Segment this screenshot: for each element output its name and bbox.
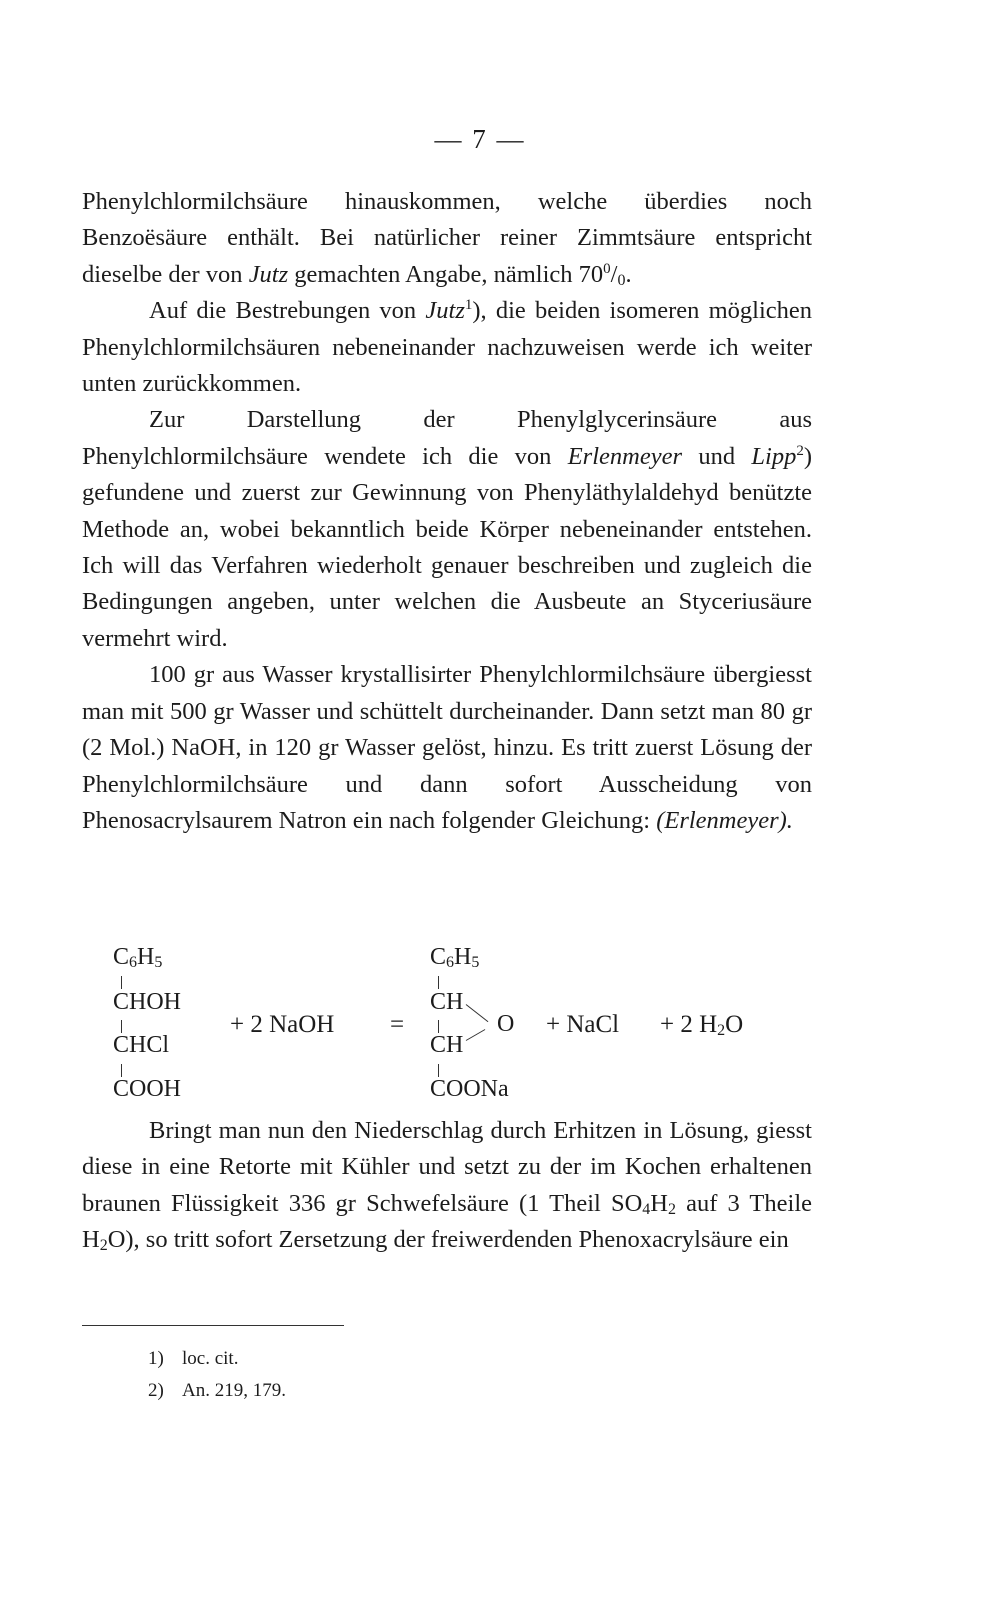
footnote-2-text: An. 219, 179. bbox=[182, 1380, 286, 1401]
footnote-rule bbox=[82, 1325, 344, 1326]
left-bond-1 bbox=[121, 976, 122, 989]
paragraph-3-run: 2 bbox=[796, 442, 804, 459]
right-bond-1 bbox=[438, 976, 439, 989]
paragraph-4-run: 100 gr aus Wasser krystallisirter Phenylchlormilchsäure übergiesst man mit 500 gr Wasser und schüttelt durcheinander. Dann setzt man 80 gr (2 Mol.) NaOH, in 120 gr Wasser gelöst, hinzu. Es tritt zuerst Lösung der Phenylchlormilchsäure und dann sofort Ausscheidung von Phenosacrylsaurem Natron ein nach folgender Gleichung: bbox=[82, 661, 812, 834]
paragraph-3-run: Zur Darstellung der Phenylglycerinsäure aus Phenylchlormilchsäure wendete ich die von bbox=[82, 406, 812, 470]
paragraph-2 bbox=[82, 293, 812, 402]
paragraph-2-run: Jutz bbox=[425, 297, 465, 325]
main-text-continued bbox=[82, 1113, 812, 1259]
paragraph-3-run: und bbox=[682, 442, 752, 470]
left-choh: CHOH bbox=[113, 989, 182, 1015]
footnote-1-number: 1) bbox=[148, 1348, 164, 1369]
plus-nacl: + NaCl bbox=[546, 1011, 620, 1038]
paragraph-1-run: / bbox=[610, 260, 618, 288]
paragraph-5-run: O), so tritt sofort Zersetzung der freiwerdenden Phenoxacrylsäure ein bbox=[107, 1226, 789, 1254]
paragraph-5-run: auf 3 Theile H bbox=[82, 1189, 813, 1254]
left-c6h5: $C_6H_5$ bbox=[113, 944, 163, 971]
left-chcl: CHCl bbox=[113, 1032, 170, 1058]
paragraph-2-run: Auf die Bestrebungen von bbox=[149, 297, 426, 325]
paragraph-5-run: H bbox=[650, 1189, 668, 1217]
paragraph-1-run: gemachten Angabe, nämlich 70 bbox=[288, 260, 604, 288]
paragraph-5-run: Bringt man nun den Niederschlag durch Erhitzen in Lösung, giesst diese in eine Retorte mit Kühler und setzt zu der im Kochen erhaltenen braunen Flüssigkeit 336 gr Schwefelsäure (1 Theil SO bbox=[82, 1117, 812, 1217]
epoxide-bond-upper bbox=[466, 1004, 489, 1022]
paragraph-3-run: Lipp bbox=[751, 442, 797, 470]
epoxide-oxygen: O bbox=[497, 1011, 515, 1037]
paragraph-4 bbox=[82, 657, 812, 839]
paragraph-3-run: Erlenmeyer bbox=[567, 442, 683, 470]
footnote-1 bbox=[148, 1348, 238, 1370]
main-text bbox=[82, 184, 812, 839]
right-ch-1: CH bbox=[430, 989, 464, 1015]
paragraph-1-run: 0 bbox=[603, 260, 611, 277]
paragraph-1 bbox=[82, 184, 812, 293]
paragraph-2-run: ), die beiden isomeren möglichen Phenylchlormilchsäuren nebeneinander nachzuweisen werde ich weiter unten zurückkommen. bbox=[82, 297, 812, 398]
footnote-2 bbox=[148, 1380, 286, 1402]
right-c6h5: $C_6H_5$ bbox=[430, 944, 480, 971]
page-number: — 7 — bbox=[434, 124, 526, 154]
paragraph-3-run: ) gefundene und zuerst zur Gewinnung von Phenyläthylaldehyd benützte Methode an, wobei bekanntlich beide Körper nebeneinander entstehen. Ich will das Verfahren wiederholt genauer beschreiben und zugleich die Bedingungen angeben, unter welchen die Ausbeute an Styceriusäure vermehrt wird. bbox=[82, 442, 813, 652]
paragraph-2-run: 1 bbox=[464, 297, 473, 314]
left-cooh: COOH bbox=[113, 1076, 182, 1102]
paragraph-1-run: Phenylchlormilchsäure hinauskommen, welche überdies noch Benzoësäure enthält. Bei natürlicher reiner Zimmtsäure entspricht dieselbe der von bbox=[82, 188, 812, 288]
plus-naoh: + 2 NaOH bbox=[230, 1011, 335, 1038]
equals-sign: = bbox=[390, 1011, 405, 1038]
paragraph-1-run: Jutz bbox=[248, 260, 289, 288]
footnote-1-text: loc. cit. bbox=[182, 1348, 239, 1369]
paragraph-5-run: 2 bbox=[667, 1200, 676, 1218]
footnote-2-number: 2) bbox=[148, 1380, 164, 1401]
paragraph-1-run: 0 bbox=[617, 271, 626, 289]
plus-h2o: + 2 $H_2O$ bbox=[660, 1011, 744, 1039]
paragraph-5 bbox=[82, 1113, 812, 1259]
epoxide-bond-lower bbox=[466, 1029, 486, 1041]
right-ch-2: CH bbox=[430, 1032, 464, 1058]
paragraph-3 bbox=[82, 402, 812, 657]
paragraph-4-run: (Erlenmeyer). bbox=[656, 806, 793, 834]
right-coona: COONa bbox=[430, 1076, 509, 1102]
paragraph-5-run: 2 bbox=[99, 1237, 108, 1255]
paragraph-5-run: 4 bbox=[642, 1200, 651, 1218]
paragraph-1-run: . bbox=[625, 260, 632, 288]
